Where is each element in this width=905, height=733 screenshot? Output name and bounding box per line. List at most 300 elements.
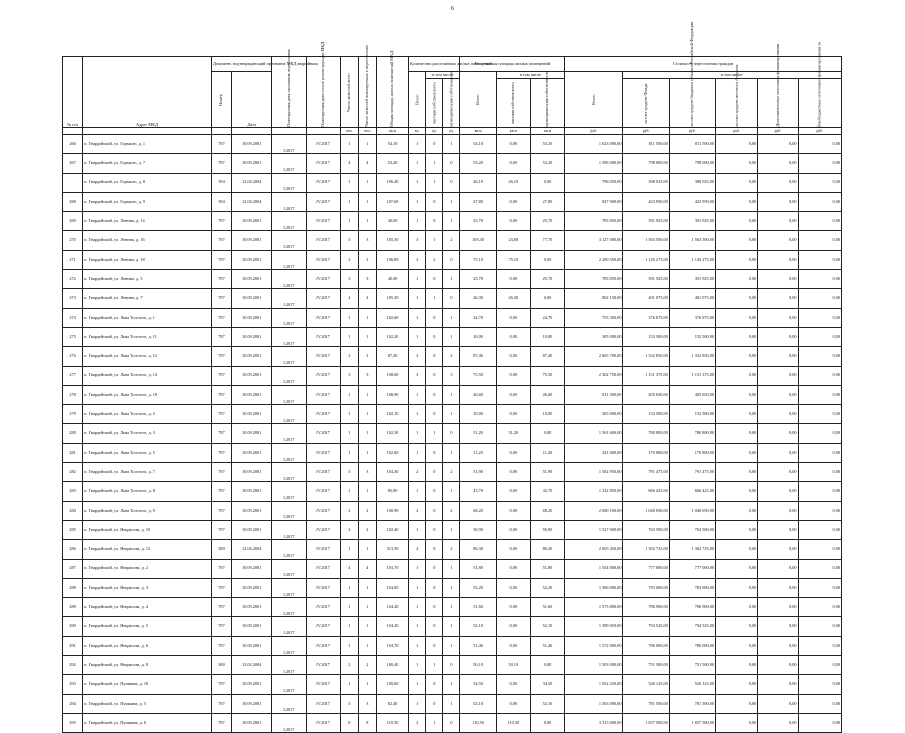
residents-cell: 2 xyxy=(340,501,358,520)
area-total-cell: 52,10 xyxy=(460,694,496,713)
total-area-cell: 106,89 xyxy=(376,250,408,269)
planned-resettlement-cell: I.2017 xyxy=(272,250,306,269)
planned-demolition-cell: IV.2017 xyxy=(306,385,340,404)
area-municipal-cell: 0,00 xyxy=(530,173,564,192)
rooms-total-cell: 1 xyxy=(409,385,426,404)
unit-cell: ед. xyxy=(409,128,426,135)
address-cell: п. Гвардейский, ул. Льва Толстого, д. 3 xyxy=(83,424,212,443)
cost-local-cell: 0,00 xyxy=(716,270,758,289)
rooms-municipal-cell: 1 xyxy=(443,385,460,404)
cost-extra2-cell: 0,00 xyxy=(798,482,841,501)
doc-number-cell: 787 xyxy=(211,405,231,424)
row-number-cell: 276 xyxy=(63,347,83,366)
cost-total-cell: 1 582 950,00 xyxy=(565,463,623,482)
row-number-cell: 295 xyxy=(63,713,83,732)
cost-total-cell: 2 080 100,00 xyxy=(565,501,623,520)
rooms-total-cell: 1 xyxy=(409,559,426,578)
area-municipal-cell: 26,60 xyxy=(530,385,564,404)
unit-cell: руб. xyxy=(798,128,841,135)
planned-demolition-cell: IV.2017 xyxy=(306,656,340,675)
table-row xyxy=(63,598,842,617)
header-area-private: частная собственность xyxy=(496,79,530,128)
table-row xyxy=(63,250,842,269)
address-cell: п. Гвардейский, ул. Пушкина, д. 10 xyxy=(83,675,212,694)
area-total-cell: 105,30 xyxy=(460,231,496,250)
planned-resettlement-cell: I.2017 xyxy=(272,347,306,366)
residents-planned-cell: 2 xyxy=(358,501,376,520)
planned-resettlement-cell: I.2017 xyxy=(272,540,306,559)
cost-subject-cell: 170 800,00 xyxy=(669,443,715,462)
unit-cell: кв.м xyxy=(460,128,496,135)
cost-fund-cell: 794 525,00 xyxy=(623,617,669,636)
cost-extra-cell: 0,00 xyxy=(758,270,798,289)
cost-subject-cell: 423 950,00 xyxy=(669,192,715,211)
header-rooms-private: частная собственность xyxy=(426,79,443,128)
rooms-private-cell: 0 xyxy=(426,212,443,231)
unit-cell: чел. xyxy=(358,128,376,135)
table-row xyxy=(63,347,842,366)
cost-extra-cell: 0,00 xyxy=(758,636,798,655)
cost-fund-cell: 1 151 375,00 xyxy=(623,366,669,385)
residents-planned-cell: 1 xyxy=(358,135,376,154)
doc-number-cell: 787 xyxy=(211,482,231,501)
planned-resettlement-cell: I.2017 xyxy=(272,366,306,385)
cost-extra2-cell: 0,00 xyxy=(798,173,841,192)
header-row-num: № п/п xyxy=(63,57,83,128)
cost-fund-cell: 1 332 850,00 xyxy=(623,347,669,366)
unit-cell xyxy=(272,128,306,135)
cost-subject-cell: 152 500,00 xyxy=(669,405,715,424)
residents-cell: 1 xyxy=(340,675,358,694)
doc-date-cell: 10.09.2001 xyxy=(232,598,272,617)
total-area-cell: 105,30 xyxy=(376,231,408,250)
residents-planned-cell: 1 xyxy=(358,327,376,346)
rooms-private-cell: 0 xyxy=(426,520,443,539)
cost-extra2-cell: 0,00 xyxy=(798,617,841,636)
residents-cell: 2 xyxy=(340,656,358,675)
unit-cell: руб. xyxy=(565,128,623,135)
doc-number-cell: 787 xyxy=(211,559,231,578)
cost-local-cell: 0,00 xyxy=(716,231,758,250)
planned-resettlement-cell: I.2017 xyxy=(272,656,306,675)
area-private-cell: 0,00 xyxy=(496,694,530,713)
area-total-cell: 75,50 xyxy=(460,366,496,385)
address-cell: п. Гвардейский, ул. Льва Толстого, д. 11 xyxy=(83,327,212,346)
rooms-total-cell: 2 xyxy=(409,540,426,559)
cost-local-cell: 0,00 xyxy=(716,154,758,173)
doc-date-cell: 12.04.2004 xyxy=(232,192,272,211)
area-total-cell: 52,10 xyxy=(460,617,496,636)
rooms-municipal-cell: 0 xyxy=(443,154,460,173)
cost-fund-cell: 751 500,00 xyxy=(623,656,669,675)
cost-extra2-cell: 0,00 xyxy=(798,656,841,675)
cost-extra2-cell: 0,00 xyxy=(798,135,841,154)
rooms-municipal-cell: 0 xyxy=(443,173,460,192)
area-total-cell: 50,90 xyxy=(460,520,496,539)
cost-extra-cell: 0,00 xyxy=(758,424,798,443)
cost-extra-cell: 0,00 xyxy=(758,289,798,308)
area-municipal-cell: 10,00 xyxy=(530,405,564,424)
cost-extra-cell: 0,00 xyxy=(758,463,798,482)
doc-number-cell: 787 xyxy=(211,520,231,539)
header-doc-date: Дата xyxy=(232,72,272,128)
cost-total-cell: 1 623 000,00 xyxy=(565,135,623,154)
planned-demolition-cell: IV.2017 xyxy=(306,231,340,250)
unit-cell: руб. xyxy=(716,128,758,135)
cost-extra2-cell: 0,00 xyxy=(798,578,841,597)
doc-date-cell: 10.09.2001 xyxy=(232,578,272,597)
cost-fund-cell: 791 475,00 xyxy=(623,463,669,482)
total-area-cell: 103,70 xyxy=(376,559,408,578)
area-total-cell: 11,20 xyxy=(460,443,496,462)
cost-subject-cell: 526 125,00 xyxy=(669,675,715,694)
cost-local-cell: 0,00 xyxy=(716,347,758,366)
doc-date-cell: 10.09.2001 xyxy=(232,713,272,732)
cost-total-cell: 305 000,00 xyxy=(565,405,623,424)
cost-extra-cell: 0,00 xyxy=(758,212,798,231)
cost-extra2-cell: 0,00 xyxy=(798,250,841,269)
area-municipal-cell: 86,30 xyxy=(530,540,564,559)
cost-subject-cell: 791 475,00 xyxy=(669,463,715,482)
area-private-cell: 110,50 xyxy=(496,713,530,732)
cost-subject-cell: 1 332 850,00 xyxy=(669,347,715,366)
doc-date-cell: 12.02.2004 xyxy=(232,656,272,675)
residents-cell: 1 xyxy=(340,424,358,443)
unit-cell xyxy=(306,128,340,135)
doc-date-cell: 10.09.2001 xyxy=(232,154,272,173)
area-total-cell: 51,90 xyxy=(460,463,496,482)
rooms-total-cell: 3 xyxy=(409,366,426,385)
cost-extra2-cell: 0,00 xyxy=(798,501,841,520)
table-row xyxy=(63,173,842,192)
cost-local-cell: 0,00 xyxy=(716,443,758,462)
address-cell: п. Гвардейский, ул. Ленина, д. 16 xyxy=(83,231,212,250)
doc-number-cell: 787 xyxy=(211,443,231,462)
planned-demolition-cell: IV.2017 xyxy=(306,327,340,346)
header-area-incl: в том числе xyxy=(496,72,564,79)
planned-resettlement-cell: I.2017 xyxy=(272,424,306,443)
cost-subject-cell: 763 500,00 xyxy=(669,520,715,539)
cost-subject-cell: 1 657 500,00 xyxy=(669,713,715,732)
area-municipal-cell: 25,70 xyxy=(530,270,564,289)
rooms-private-cell: 0 xyxy=(426,636,443,655)
rooms-total-cell: 1 xyxy=(409,636,426,655)
table-row xyxy=(63,135,842,154)
doc-number-cell: 394 xyxy=(211,173,231,192)
rooms-total-cell: 1 xyxy=(409,424,426,443)
cost-local-cell: 0,00 xyxy=(716,540,758,559)
area-private-cell: 26,10 xyxy=(496,173,530,192)
total-area-cell: 82,40 xyxy=(376,694,408,713)
table-row xyxy=(63,231,842,250)
area-private-cell: 0,00 xyxy=(496,520,530,539)
rooms-total-cell: 1 xyxy=(409,289,426,308)
cost-extra2-cell: 0,00 xyxy=(798,154,841,173)
address-cell: п. Гвардейский, ул. Ленина, д. 14 xyxy=(83,212,212,231)
rooms-private-cell: 0 xyxy=(426,366,443,385)
rooms-total-cell: 1 xyxy=(409,675,426,694)
cost-extra2-cell: 0,00 xyxy=(798,327,841,346)
rooms-municipal-cell: 0 xyxy=(443,289,460,308)
cost-total-cell: 753 350,00 xyxy=(565,308,623,327)
cost-local-cell: 0,00 xyxy=(716,559,758,578)
header-rooms-total: Всего xyxy=(409,72,426,128)
residents-planned-cell: 2 xyxy=(358,347,376,366)
area-total-cell: 25,70 xyxy=(460,270,496,289)
residents-planned-cell: 3 xyxy=(358,694,376,713)
cost-fund-cell: 783 000,00 xyxy=(623,578,669,597)
area-municipal-cell: 77,70 xyxy=(530,231,564,250)
total-area-cell: 105,30 xyxy=(376,289,408,308)
cost-extra-cell: 0,00 xyxy=(758,617,798,636)
cost-local-cell: 0,00 xyxy=(716,578,758,597)
table-row xyxy=(63,694,842,713)
cost-extra-cell: 0,00 xyxy=(758,347,798,366)
residents-cell: 8 xyxy=(340,713,358,732)
rooms-total-cell: 1 xyxy=(409,443,426,462)
cost-extra-cell: 0,00 xyxy=(758,559,798,578)
header-address: Адрес МКД xyxy=(83,57,212,128)
doc-number-cell: 787 xyxy=(211,327,231,346)
header-cost-extra2: Внебюджетные источники финансирования за xyxy=(798,79,841,128)
address-cell: п. Гвардейский, ул. Ленина, д. 5 xyxy=(83,270,212,289)
doc-number-cell: 787 xyxy=(211,250,231,269)
doc-date-cell: 10.09.2001 xyxy=(232,308,272,327)
table-row xyxy=(63,713,842,732)
residents-planned-cell: 1 xyxy=(358,675,376,694)
area-municipal-cell: 68,20 xyxy=(530,501,564,520)
cost-extra2-cell: 0,00 xyxy=(798,694,841,713)
cost-fund-cell: 786 000,00 xyxy=(623,636,669,655)
unit-cell: чел. xyxy=(340,128,358,135)
cost-extra2-cell: 0,00 xyxy=(798,713,841,732)
cost-local-cell: 0,00 xyxy=(716,501,758,520)
page-number: 6 xyxy=(451,6,454,12)
planned-resettlement-cell: I.2017 xyxy=(272,308,306,327)
planned-resettlement-cell: I.2017 xyxy=(272,173,306,192)
cost-subject-cell: 780 800,00 xyxy=(669,424,715,443)
table-row xyxy=(63,366,842,385)
residents-cell: 1 xyxy=(340,173,358,192)
header-residents-planned: Число жителей планируемых к переселению xyxy=(358,57,376,128)
header-doc-group: Документ, подтверждающий признание МКД аварийным xyxy=(211,57,271,72)
cost-fund-cell: 526 125,00 xyxy=(623,675,669,694)
residents-planned-cell: 1 xyxy=(358,540,376,559)
rooms-municipal-cell: 2 xyxy=(443,347,460,366)
total-area-cell: 107,60 xyxy=(376,192,408,211)
cost-total-cell: 1 052 250,00 xyxy=(565,675,623,694)
doc-date-cell: 10.09.2001 xyxy=(232,270,272,289)
cost-fund-cell: 777 000,00 xyxy=(623,559,669,578)
header-rooms-group: Количество расселяемых жилых помещений xyxy=(409,57,460,72)
total-area-cell: 53,20 xyxy=(376,154,408,173)
area-private-cell: 0,00 xyxy=(496,482,530,501)
residents-planned-cell: 1 xyxy=(358,598,376,617)
planned-resettlement-cell: I.2017 xyxy=(272,713,306,732)
cost-total-cell: 2 290 550,00 xyxy=(565,250,623,269)
rooms-private-cell: 1 xyxy=(426,289,443,308)
row-number-cell: 268 xyxy=(63,192,83,211)
table-row xyxy=(63,463,842,482)
table-row xyxy=(63,212,842,231)
planned-resettlement-cell: I.2017 xyxy=(272,675,306,694)
rooms-total-cell: 1 xyxy=(409,482,426,501)
rooms-private-cell: 0 xyxy=(426,694,443,713)
cost-extra2-cell: 0,00 xyxy=(798,289,841,308)
residents-planned-cell: 3 xyxy=(358,231,376,250)
row-number-cell: 289 xyxy=(63,598,83,617)
cost-extra2-cell: 0,00 xyxy=(798,636,841,655)
doc-number-cell: 787 xyxy=(211,675,231,694)
total-area-cell: 104,30 xyxy=(376,463,408,482)
area-private-cell: 0,00 xyxy=(496,501,530,520)
total-area-cell: 102,60 xyxy=(376,308,408,327)
cost-fund-cell: 152 500,00 xyxy=(623,405,669,424)
planned-resettlement-cell: I.2017 xyxy=(272,520,306,539)
table-row xyxy=(63,289,842,308)
planned-resettlement-cell: I.2017 xyxy=(272,192,306,211)
area-private-cell: 0,00 xyxy=(496,192,530,211)
rooms-private-cell: 0 xyxy=(426,135,443,154)
rooms-municipal-cell: 2 xyxy=(443,231,460,250)
cost-extra2-cell: 0,00 xyxy=(798,366,841,385)
table-row xyxy=(63,636,842,655)
cost-extra2-cell: 0,00 xyxy=(798,443,841,462)
doc-date-cell: 10.09.2001 xyxy=(232,482,272,501)
total-area-cell: 40,00 xyxy=(376,212,408,231)
planned-demolition-cell: IV.2017 xyxy=(306,192,340,211)
area-private-cell: 0,00 xyxy=(496,675,530,694)
rooms-private-cell: 0 xyxy=(426,540,443,559)
residents-cell: 1 xyxy=(340,135,358,154)
cost-fund-cell: 786 900,00 xyxy=(623,598,669,617)
table-row xyxy=(63,308,842,327)
doc-number-cell: 787 xyxy=(211,212,231,231)
cost-total-cell: 1 527 000,00 xyxy=(565,520,623,539)
cost-extra2-cell: 0,00 xyxy=(798,212,841,231)
row-number-cell: 283 xyxy=(63,482,83,501)
area-municipal-cell: 25,70 xyxy=(530,212,564,231)
rooms-total-cell: 1 xyxy=(409,270,426,289)
rooms-private-cell: 0 xyxy=(426,617,443,636)
rooms-municipal-cell: 0 xyxy=(443,656,460,675)
area-total-cell: 86,30 xyxy=(460,540,496,559)
row-number-cell: 266 xyxy=(63,135,83,154)
rooms-private-cell: 2 xyxy=(426,250,443,269)
total-area-cell: 110,50 xyxy=(376,713,408,732)
doc-date-cell: 10.09.2001 xyxy=(232,617,272,636)
rooms-private-cell: 1 xyxy=(426,424,443,443)
doc-number-cell: 787 xyxy=(211,463,231,482)
total-area-cell: 100,40 xyxy=(376,656,408,675)
cost-subject-cell: 405 650,00 xyxy=(669,385,715,404)
rooms-municipal-cell: 1 xyxy=(443,559,460,578)
area-total-cell: 51,20 xyxy=(460,424,496,443)
total-area-cell: 102,40 xyxy=(376,520,408,539)
total-area-cell: 104,00 xyxy=(376,578,408,597)
area-private-cell: 0,00 xyxy=(496,463,530,482)
planned-demolition-cell: IV.2017 xyxy=(306,694,340,713)
address-cell: п. Гвардейский, ул. Горького, д. 9 xyxy=(83,192,212,211)
area-municipal-cell: 34,50 xyxy=(530,675,564,694)
rooms-municipal-cell: 1 xyxy=(443,212,460,231)
rooms-municipal-cell: 0 xyxy=(443,713,460,732)
planned-resettlement-cell: I.2017 xyxy=(272,443,306,462)
area-private-cell: 0,00 xyxy=(496,598,530,617)
header-cost-incl: в том числе: xyxy=(623,72,842,79)
planned-demolition-cell: IV.2017 xyxy=(306,347,340,366)
area-private-cell: 0,00 xyxy=(496,443,530,462)
address-cell: п. Гвардейский, ул. Некрасова, д. 6 xyxy=(83,636,212,655)
area-municipal-cell: 52,10 xyxy=(530,617,564,636)
planned-demolition-cell: IV.2017 xyxy=(306,405,340,424)
residents-cell: 4 xyxy=(340,559,358,578)
doc-date-cell: 10.09.2001 xyxy=(232,347,272,366)
rooms-municipal-cell: 1 xyxy=(443,135,460,154)
doc-number-cell: 787 xyxy=(211,231,231,250)
doc-number-cell: 787 xyxy=(211,636,231,655)
residents-cell: 1 xyxy=(340,636,358,655)
doc-date-cell: 10.09.2001 xyxy=(232,636,272,655)
rooms-total-cell: 1 xyxy=(409,656,426,675)
address-cell: п. Гвардейский, ул. Льва Толстого, д. 12 xyxy=(83,347,212,366)
rooms-municipal-cell: 1 xyxy=(443,675,460,694)
planned-demolition-cell: IV.2017 xyxy=(306,424,340,443)
rooms-private-cell: 0 xyxy=(426,385,443,404)
total-area-cell: 54,10 xyxy=(376,135,408,154)
residents-planned-cell: 2 xyxy=(358,520,376,539)
unit-cell: ед. xyxy=(426,128,443,135)
planned-resettlement-cell: I.2017 xyxy=(272,694,306,713)
residents-cell: 1 xyxy=(340,578,358,597)
residents-cell: 3 xyxy=(340,463,358,482)
residents-cell: 1 xyxy=(340,405,358,424)
total-area-cell: 102,10 xyxy=(376,405,408,424)
cost-fund-cell: 398 025,00 xyxy=(623,173,669,192)
doc-date-cell: 10.09.2001 xyxy=(232,289,272,308)
doc-number-cell: 787 xyxy=(211,694,231,713)
area-total-cell: 24,70 xyxy=(460,308,496,327)
residents-planned-cell: 1 xyxy=(358,443,376,462)
doc-date-cell: 10.09.2001 xyxy=(232,463,272,482)
cost-local-cell: 0,00 xyxy=(716,405,758,424)
cost-subject-cell: 794 525,00 xyxy=(669,617,715,636)
rooms-total-cell: 1 xyxy=(409,578,426,597)
table-row xyxy=(63,559,842,578)
residents-planned-cell: 2 xyxy=(358,250,376,269)
residents-cell: 2 xyxy=(340,347,358,366)
residents-planned-cell: 4 xyxy=(358,559,376,578)
cost-total-cell: 1 596 000,00 xyxy=(565,154,623,173)
rooms-municipal-cell: 1 xyxy=(443,405,460,424)
residents-cell: 3 xyxy=(340,694,358,713)
row-number-cell: 287 xyxy=(63,559,83,578)
planned-resettlement-cell: I.2017 xyxy=(272,135,306,154)
area-municipal-cell: 87,40 xyxy=(530,347,564,366)
area-municipal-cell: 51,60 xyxy=(530,598,564,617)
doc-number-cell: 787 xyxy=(211,385,231,404)
cost-subject-cell: 401 075,00 xyxy=(669,289,715,308)
cost-total-cell: 802 150,00 xyxy=(565,289,623,308)
total-area-cell: 87,40 xyxy=(376,347,408,366)
cost-fund-cell: 811 500,00 xyxy=(623,135,669,154)
cost-total-cell: 305 000,00 xyxy=(565,327,623,346)
area-municipal-cell: 54,10 xyxy=(530,135,564,154)
cost-fund-cell: 391 925,00 xyxy=(623,270,669,289)
rooms-total-cell: 3 xyxy=(409,231,426,250)
cost-fund-cell: 1 302 725,00 xyxy=(623,540,669,559)
doc-number-cell: 787 xyxy=(211,617,231,636)
